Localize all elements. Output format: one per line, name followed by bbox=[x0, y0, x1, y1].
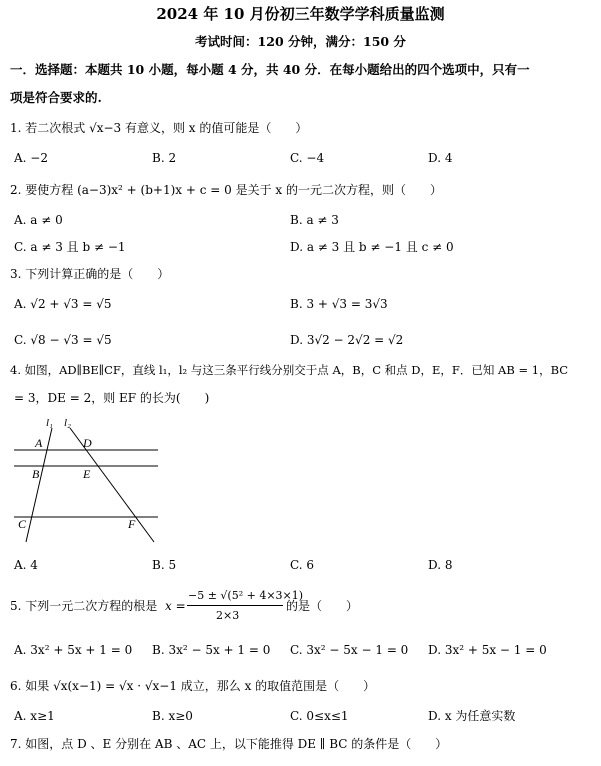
question-5-stem-suffix: 的是（ ） bbox=[286, 599, 359, 613]
label-d: D bbox=[83, 436, 92, 450]
question-4-option-c: C. 6 bbox=[290, 558, 315, 572]
question-5-option-c: C. 3x² − 5x − 1 = 0 bbox=[290, 643, 409, 657]
question-6-option-b: B. x≥0 bbox=[152, 709, 193, 723]
label-a: A bbox=[35, 436, 43, 450]
question-4-option-b: B. 5 bbox=[152, 558, 177, 572]
label-e: E bbox=[83, 467, 91, 481]
question-6-option-c: C. 0≤x≤1 bbox=[290, 709, 349, 723]
label-c: C bbox=[18, 517, 27, 531]
question-1-option-a: A. −2 bbox=[14, 151, 48, 165]
question-6-option-a: A. x≥1 bbox=[14, 709, 55, 723]
question-2-option-b: B. a ≠ 3 bbox=[290, 213, 339, 227]
question-4-stem-line1: 4. 如图，AD∥BE∥CF，直线 l₁，l₂ 与这三条平行线分别交于点 A，B，C 和点 D，E，F．已知 AB = 1，BC bbox=[10, 363, 569, 377]
question-5-option-d: D. 3x² + 5x − 1 = 0 bbox=[428, 643, 547, 657]
question-3-option-a: A. √2 + √3 = √5 bbox=[14, 297, 112, 311]
question-3-option-b: B. 3 + √3 = 3√3 bbox=[290, 297, 388, 311]
question-4-option-d: D. 8 bbox=[428, 558, 453, 572]
question-4-stem-line2: = 3，DE = 2，则 EF 的长为( ) bbox=[14, 391, 210, 405]
question-5-option-a: A. 3x² + 5x + 1 = 0 bbox=[14, 643, 133, 657]
label-l1: l₁ bbox=[46, 418, 53, 429]
question-2-option-c: C. a ≠ 3 且 b ≠ −1 bbox=[14, 240, 126, 254]
question-4-option-a: A. 4 bbox=[14, 558, 38, 572]
exam-info: 考试时间：120 分钟，满分：150 分 bbox=[195, 34, 406, 49]
question-3-option-d: D. 3√2 − 2√2 = √2 bbox=[290, 333, 404, 347]
question-2-stem: 2. 要使方程 (a−3)x² + (b+1)x + c = 0 是关于 x 的一元二次方程，则（ ） bbox=[10, 183, 442, 197]
question-1-option-b: B. 2 bbox=[152, 151, 177, 165]
question-5-denominator: 2×3 bbox=[216, 609, 240, 622]
section-heading-line2: 项是符合要求的. bbox=[10, 90, 102, 105]
question-2-option-a: A. a ≠ 0 bbox=[14, 213, 63, 227]
question-6-option-d: D. x 为任意实数 bbox=[428, 709, 516, 723]
question-3-stem: 3. 下列计算正确的是（ ） bbox=[10, 267, 170, 281]
fraction-bar bbox=[187, 605, 283, 606]
question-6-stem: 6. 如果 √x(x−1) = √x · √x−1 成立，那么 x 的取值范围是（ ） bbox=[10, 679, 376, 693]
question-5-option-b: B. 3x² − 5x + 1 = 0 bbox=[152, 643, 271, 657]
section-heading-line1: 一．选择题：本题共 10 小题，每小题 4 分，共 40 分．在每小题给出的四个选项中，只有一 bbox=[10, 62, 530, 77]
label-b: B bbox=[32, 467, 40, 481]
question-7-stem: 7. 如图，点 D 、E 分别在 AB 、AC 上，以下能推得 DE ∥ BC 的条件是（ ） bbox=[10, 737, 448, 751]
label-l2: l₂ bbox=[64, 418, 71, 429]
parallel-lines-figure bbox=[10, 418, 170, 548]
label-f: F bbox=[128, 517, 136, 531]
question-3-option-c: C. √8 − √3 = √5 bbox=[14, 333, 112, 347]
question-2-option-d: D. a ≠ 3 且 b ≠ −1 且 c ≠ 0 bbox=[290, 240, 454, 254]
question-5-formula-lhs: x = bbox=[165, 599, 186, 613]
question-5-stem-prefix: 5. 下列一元二次方程的根是 bbox=[10, 599, 158, 613]
page-title: 2024 年 10 月份初三年数学学科质量监测 bbox=[156, 5, 445, 23]
question-5-numerator: −5 ± √(5² + 4×3×1) bbox=[188, 589, 304, 602]
question-1-stem: 1. 若二次根式 √x−3 有意义，则 x 的值可能是（ ） bbox=[10, 121, 308, 135]
question-1-option-c: C. −4 bbox=[290, 151, 325, 165]
question-1-option-d: D. 4 bbox=[428, 151, 453, 165]
